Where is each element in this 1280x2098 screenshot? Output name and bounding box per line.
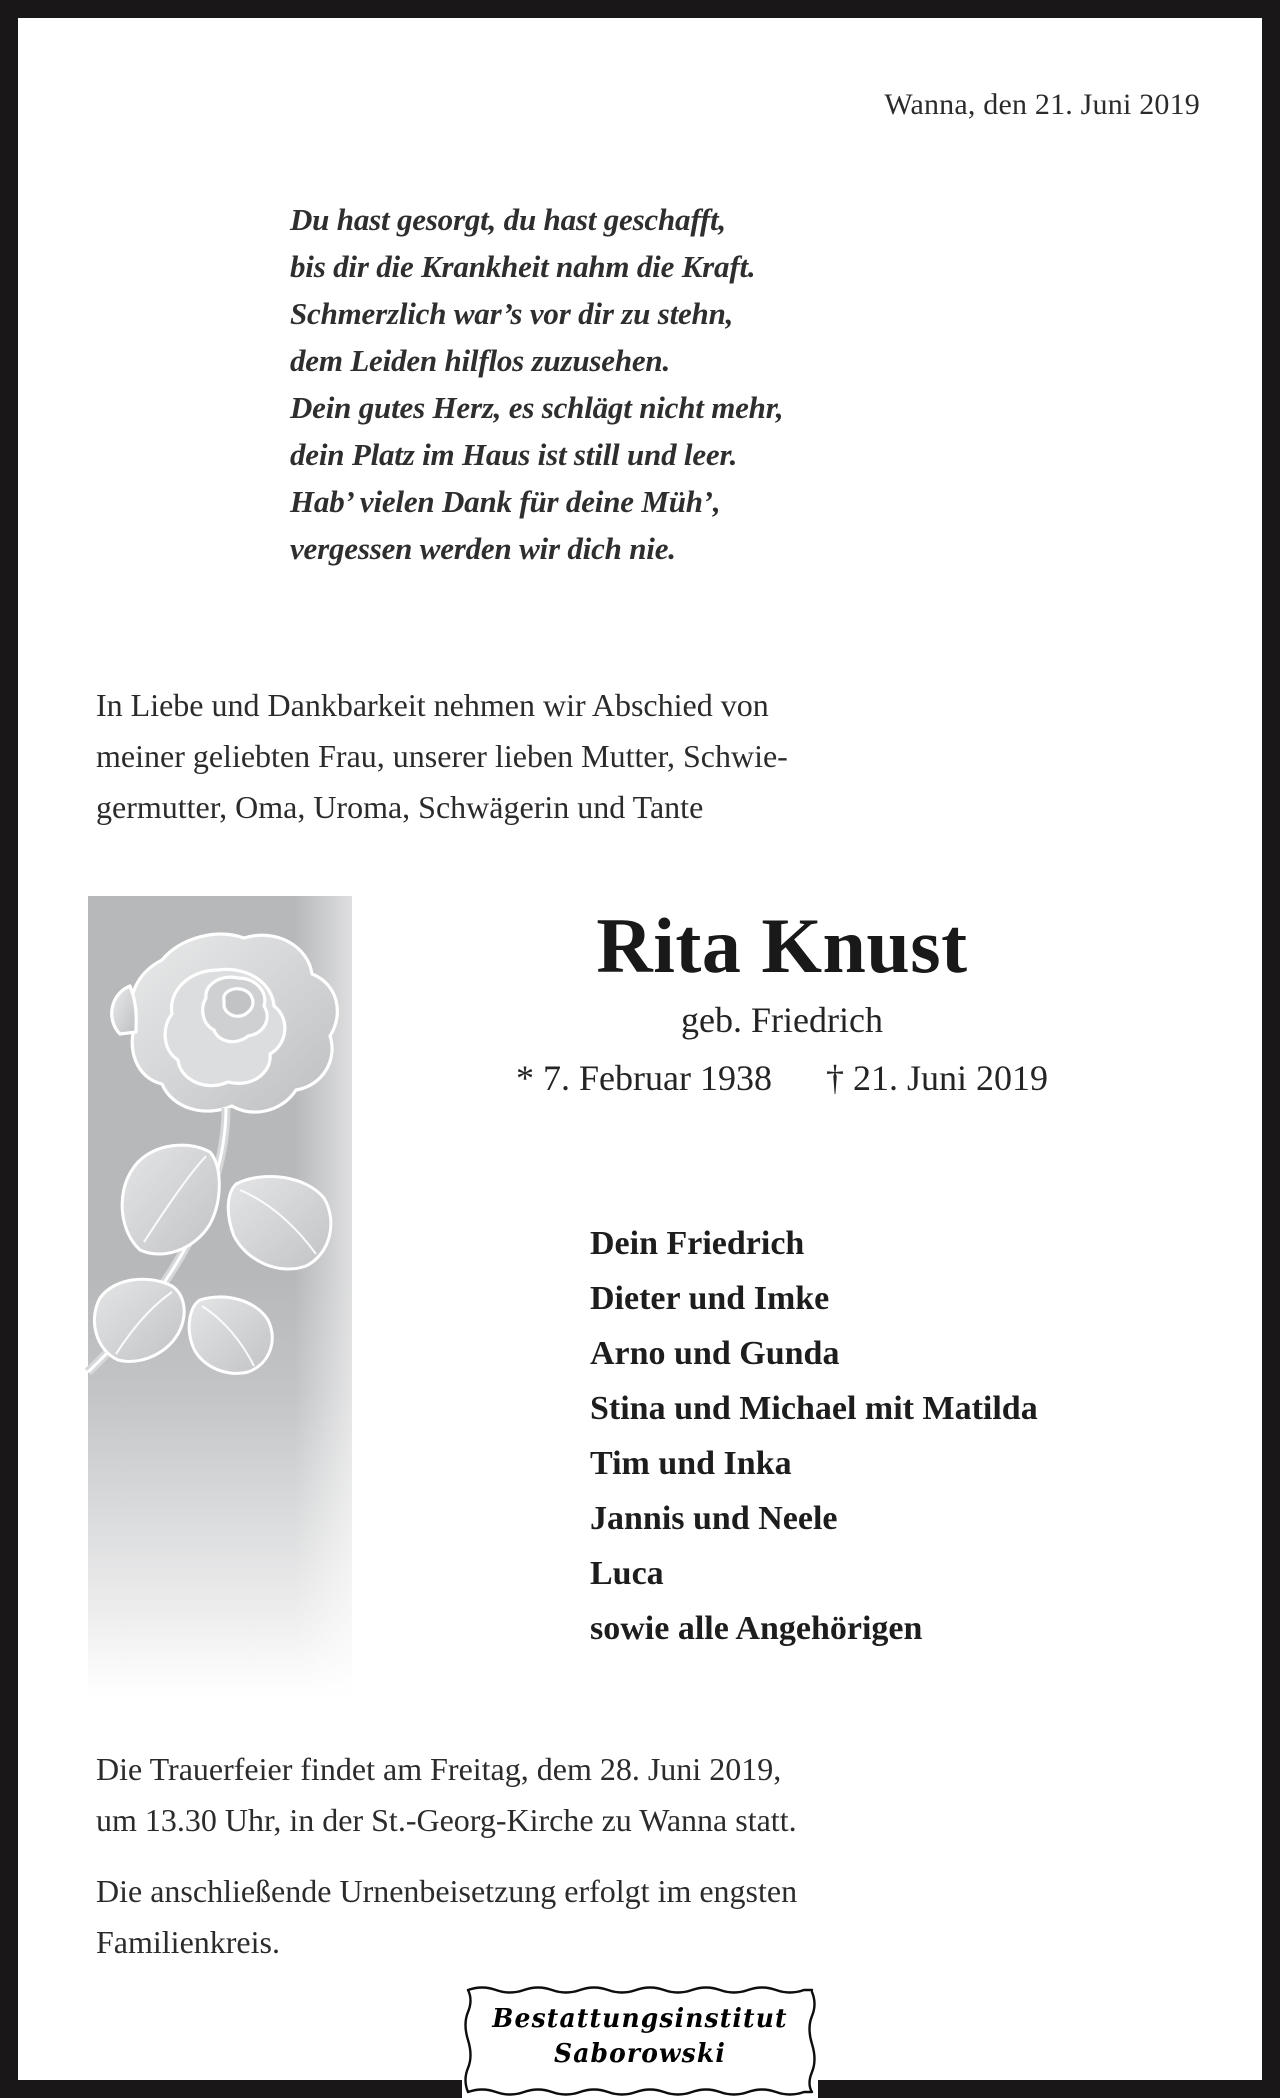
poem-line: Du hast gesorgt, du hast geschafft,	[290, 202, 726, 237]
funeral-home-name	[462, 2002, 818, 2072]
deceased-name: Rita Knust	[596, 902, 968, 989]
obituary-page	[18, 18, 1262, 2080]
burial-line: Familienkreis.	[96, 1924, 280, 1960]
poem-line: Schmerzlich war’s vor dir zu stehn,	[290, 296, 734, 331]
service-line: um 13.30 Uhr, in der St.-Georg-Kirche zu Wanna statt.	[96, 1802, 797, 1838]
deceased-block	[354, 900, 1210, 1106]
intro-line: germutter, Oma, Uroma, Schwägerin und Tante	[96, 789, 704, 825]
poem-line: dein Platz im Haus ist still und leer.	[290, 437, 738, 472]
death-date: † 21. Juni 2019	[825, 1058, 1048, 1098]
deceased-life-dates	[354, 1050, 1210, 1106]
burial-information	[96, 1866, 1210, 1968]
service-line: Die Trauerfeier findet am Freitag, dem 28. Juni 2019,	[96, 1751, 782, 1787]
mourner-line: Stina und Michael mit Matilda	[590, 1390, 1038, 1427]
mourner-line: Luca	[590, 1555, 664, 1592]
funeral-home-line1: Bestattungsinstitut	[492, 2004, 788, 2034]
intro-line-text: In Liebe und Dankbarkeit nehmen wir Abschied von	[96, 687, 769, 723]
intro-line	[96, 731, 1210, 782]
mourner-line: Jannis und Neele	[590, 1500, 838, 1537]
intro-line-text: meiner geliebten Frau, unserer lieben Mutter, Schwie-	[96, 738, 788, 774]
mourners-list	[590, 1216, 1038, 1656]
funeral-home-logo	[462, 1984, 818, 2098]
funeral-home-line2: Saborowski	[554, 2039, 726, 2069]
mourner-line: Dein Friedrich	[590, 1225, 805, 1262]
deceased-maiden-name: geb. Friedrich	[681, 1000, 883, 1040]
rose-illustration	[76, 896, 354, 1706]
place-and-date: Wanna, den 21. Juni 2019	[884, 88, 1200, 121]
rose-icon	[76, 902, 354, 1462]
poem-line: bis dir die Krankheit nahm die Kraft.	[290, 249, 756, 284]
poem-line: Dein gutes Herz, es schlägt nicht mehr,	[290, 390, 784, 425]
burial-line	[96, 1866, 1210, 1917]
mourner-line: Tim und Inka	[590, 1445, 792, 1482]
mourner-line: Dieter und Imke	[590, 1280, 830, 1317]
mourner-line: Arno und Gunda	[590, 1335, 840, 1372]
poem-line: Hab’ vielen Dank für deine Müh’,	[290, 484, 721, 519]
poem-line: vergessen werden wir dich nie.	[290, 531, 676, 566]
service-information	[96, 1744, 1210, 1846]
intro-line	[96, 680, 1210, 731]
birth-date: * 7. Februar 1938	[516, 1058, 772, 1098]
introduction-paragraph	[96, 680, 1210, 833]
mourner-line: sowie alle Angehörigen	[590, 1610, 923, 1647]
burial-line-text: Die anschließende Urnenbeisetzung erfolgt im engsten	[96, 1873, 798, 1909]
memorial-poem	[290, 196, 783, 572]
poem-line: dem Leiden hilflos zuzusehen.	[290, 343, 671, 378]
